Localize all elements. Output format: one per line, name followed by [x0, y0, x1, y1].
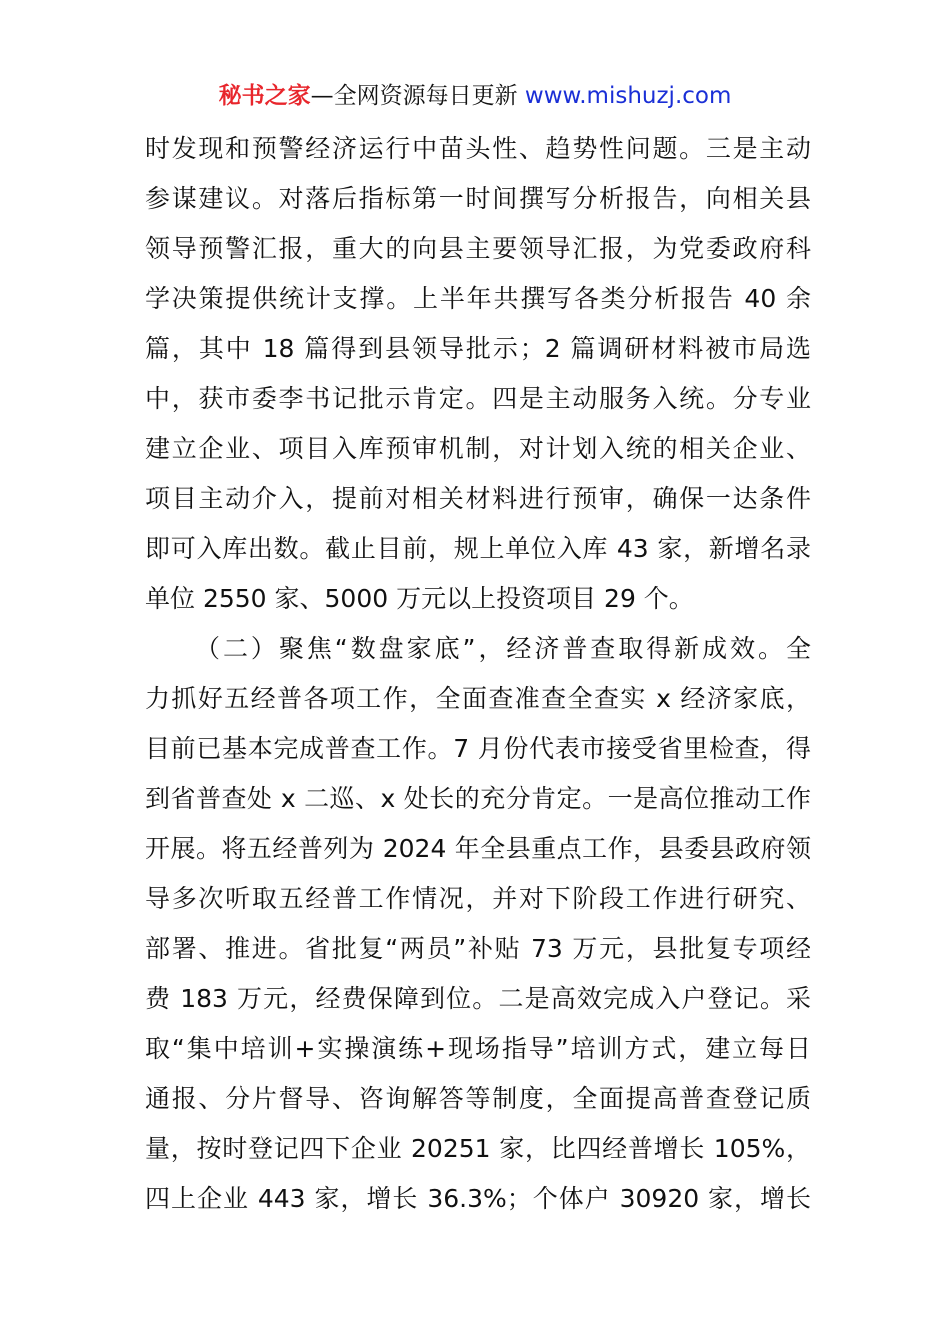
section-heading-line: （二）聚焦“数盘家底”，经济普查取得新成效。全	[195, 634, 811, 663]
text-line: 四上企业 443 家，增长 36.3%；个体户 30920 家，增长	[145, 1184, 811, 1213]
text-line: 参谋建议。对落后指标第一时间撰写分析报告，向相关县	[145, 184, 811, 213]
text-line: 中，获市委李书记批示肯定。四是主动服务入统。分专业	[145, 384, 811, 413]
text-line: 量，按时登记四下企业 20251 家，比四经普增长 105%，	[145, 1134, 811, 1163]
text-line: 项目主动介入，提前对相关材料进行预审，确保一达条件	[145, 484, 811, 513]
site-tagline: —全网资源每日更新	[310, 83, 518, 109]
text-line: 费 183 万元，经费保障到位。二是高效完成入户登记。采	[145, 984, 811, 1013]
text-line: 领导预警汇报，重大的向县主要领导汇报，为党委政府科	[145, 234, 811, 263]
text-line: 目前已基本完成普查工作。7 月份代表市接受省里检查，得	[145, 734, 811, 763]
text-line: 时发现和预警经济运行中苗头性、趋势性问题。三是主动	[145, 134, 811, 163]
text-line: 建立企业、项目入库预审机制，对计划入统的相关企业、	[145, 434, 811, 463]
text-line: 通报、分片督导、咨询解答等制度，全面提高普查登记质	[145, 1084, 811, 1113]
text-line: 导多次听取五经普工作情况，并对下阶段工作进行研究、	[145, 884, 811, 913]
paragraph-end-line: 单位 2550 家、5000 万元以上投资项目 29 个。	[145, 584, 694, 613]
document-body	[145, 124, 811, 1224]
text-line: 取“集中培训+实操演练+现场指导”培训方式，建立每日	[145, 1034, 811, 1063]
site-brand: 秘书之家	[218, 83, 311, 109]
site-url-link[interactable]: www.mishuzj.com	[524, 83, 732, 109]
text-line: 篇，其中 18 篇得到县领导批示；2 篇调研材料被市局选	[145, 334, 811, 363]
text-line: 开展。将五经普列为 2024 年全县重点工作，县委县政府领	[145, 834, 811, 863]
site-header	[0, 80, 950, 112]
text-line: 到省普查处 x 二巡、x 处长的充分肯定。一是高位推动工作	[145, 784, 811, 813]
text-line: 部署、推进。省批复“两员”补贴 73 万元，县批复专项经	[145, 934, 811, 963]
text-line: 力抓好五经普各项工作，全面查准查全查实 x 经济家底，	[145, 684, 811, 713]
text-line: 学决策提供统计支撑。上半年共撰写各类分析报告 40 余	[145, 284, 811, 313]
text-line: 即可入库出数。截止目前，规上单位入库 43 家，新增名录	[145, 534, 811, 563]
